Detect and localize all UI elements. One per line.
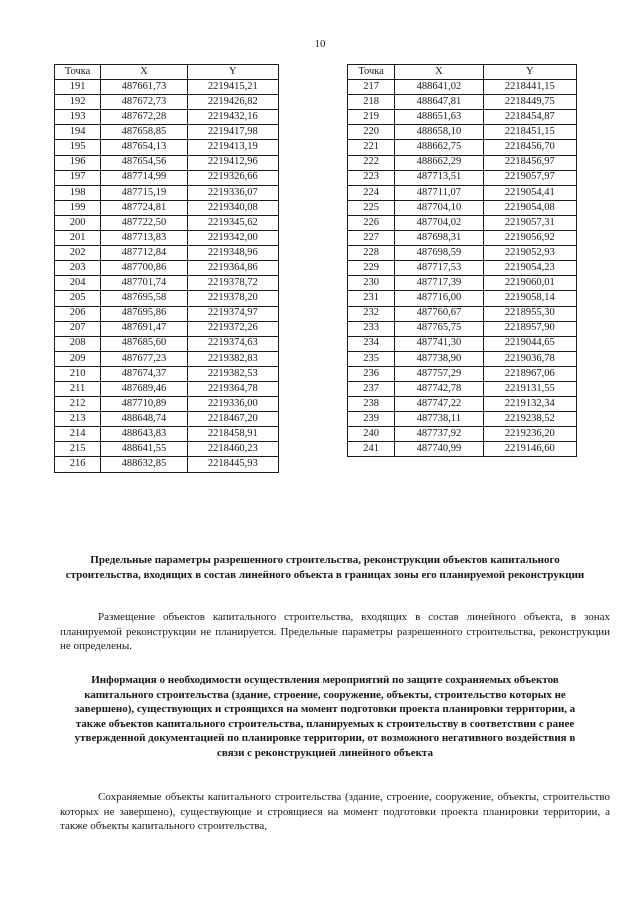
cell-x: 488643,83 — [101, 427, 187, 442]
cell-y: 2218456,97 — [483, 155, 576, 170]
cell-point: 213 — [55, 412, 101, 427]
cell-x: 487715,19 — [101, 185, 187, 200]
cell-y: 2219374,63 — [187, 336, 278, 351]
cell-point: 191 — [55, 80, 101, 95]
column-header-y: Y — [483, 65, 576, 80]
cell-x: 487713,51 — [395, 170, 483, 185]
table-row — [348, 321, 577, 336]
cell-x: 488651,63 — [395, 110, 483, 125]
cell-x: 487704,02 — [395, 215, 483, 230]
cell-x: 487695,86 — [101, 306, 187, 321]
cell-x: 487722,50 — [101, 215, 187, 230]
cell-y: 2219378,20 — [187, 291, 278, 306]
cell-y: 2219326,66 — [187, 170, 278, 185]
cell-x: 488662,75 — [395, 140, 483, 155]
cell-x: 487654,13 — [101, 140, 187, 155]
cell-y: 2219348,96 — [187, 246, 278, 261]
column-header-point: Точка — [348, 65, 395, 80]
section-paragraph-protection-measures: Сохраняемые объекты капитального строительства (здание, строение, сооружение, объекты, строительство которых не завершено), существующие и строящиеся на момент подготовки проекта планировки территории, а также объекты капитального строительства, — [60, 791, 610, 832]
cell-point: 218 — [348, 95, 395, 110]
coordinates-table-right — [347, 64, 577, 457]
table-row — [348, 185, 577, 200]
cell-y: 2219131,55 — [483, 381, 576, 396]
cell-point: 214 — [55, 427, 101, 442]
column-header-point: Точка — [55, 65, 101, 80]
cell-point: 235 — [348, 351, 395, 366]
cell-x: 487738,11 — [395, 412, 483, 427]
cell-x: 487713,83 — [101, 231, 187, 246]
table-row — [348, 351, 577, 366]
table-row — [348, 336, 577, 351]
cell-y: 2219412,96 — [187, 155, 278, 170]
cell-point: 193 — [55, 110, 101, 125]
cell-point: 216 — [55, 457, 101, 472]
table-row — [55, 427, 279, 442]
cell-y: 2219057,31 — [483, 215, 576, 230]
cell-y: 2219336,00 — [187, 397, 278, 412]
cell-y: 2219382,53 — [187, 366, 278, 381]
table-row — [55, 276, 279, 291]
table-row — [348, 442, 577, 457]
table-row — [55, 366, 279, 381]
cell-x: 487738,90 — [395, 351, 483, 366]
cell-point: 232 — [348, 306, 395, 321]
cell-y: 2218957,90 — [483, 321, 576, 336]
table-row — [348, 140, 577, 155]
cell-point: 206 — [55, 306, 101, 321]
table-row — [348, 215, 577, 230]
table-row — [348, 261, 577, 276]
cell-x: 487710,89 — [101, 397, 187, 412]
cell-point: 207 — [55, 321, 101, 336]
cell-point: 217 — [348, 80, 395, 95]
section-heading-construction-parameters: Предельные параметры разрешенного строительства, реконструкции объектов капитального строительства, входящих в состав линейного объекта в границах зоны его планируемой реконструкции — [65, 554, 585, 581]
table-row — [55, 457, 279, 472]
cell-x: 487658,85 — [101, 125, 187, 140]
cell-y: 2219238,52 — [483, 412, 576, 427]
cell-point: 229 — [348, 261, 395, 276]
cell-y: 2219052,93 — [483, 246, 576, 261]
cell-x: 487698,31 — [395, 231, 483, 246]
cell-y: 2219054,23 — [483, 261, 576, 276]
cell-y: 2219036,78 — [483, 351, 576, 366]
table-row — [348, 110, 577, 125]
cell-y: 2218451,15 — [483, 125, 576, 140]
table-row — [55, 397, 279, 412]
cell-x: 487704,10 — [395, 200, 483, 215]
cell-point: 194 — [55, 125, 101, 140]
cell-point: 204 — [55, 276, 101, 291]
cell-point: 201 — [55, 231, 101, 246]
section-paragraph-construction-parameters: Размещение объектов капитального строительства, входящих в состав линейного объекта, в зонах планируемой реконструкции не планируется. Предельные параметры разрешенного строительства, реконструкции не определены. — [60, 611, 610, 652]
cell-x: 487654,56 — [101, 155, 187, 170]
cell-x: 488658,10 — [395, 125, 483, 140]
column-header-x: X — [395, 65, 483, 80]
table-row — [348, 381, 577, 396]
cell-y: 2219415,21 — [187, 80, 278, 95]
cell-point: 219 — [348, 110, 395, 125]
cell-y: 2218454,87 — [483, 110, 576, 125]
cell-y: 2219432,16 — [187, 110, 278, 125]
coordinates-table-left — [54, 64, 279, 473]
cell-point: 225 — [348, 200, 395, 215]
cell-y: 2219417,98 — [187, 125, 278, 140]
table-row — [55, 412, 279, 427]
cell-y: 2218449,75 — [483, 95, 576, 110]
cell-x: 487701,74 — [101, 276, 187, 291]
cell-y: 2219364,86 — [187, 261, 278, 276]
cell-point: 231 — [348, 291, 395, 306]
table-row — [348, 427, 577, 442]
cell-y: 2219374,97 — [187, 306, 278, 321]
cell-x: 487716,00 — [395, 291, 483, 306]
cell-y: 2218445,93 — [187, 457, 278, 472]
cell-x: 488632,85 — [101, 457, 187, 472]
table-header-row — [55, 65, 279, 80]
table-row — [55, 95, 279, 110]
cell-y: 2218460,23 — [187, 442, 278, 457]
cell-x: 488647,81 — [395, 95, 483, 110]
cell-y: 2219054,41 — [483, 185, 576, 200]
table-row — [55, 321, 279, 336]
cell-y: 2219364,78 — [187, 381, 278, 396]
cell-x: 487685,60 — [101, 336, 187, 351]
table-row — [348, 397, 577, 412]
cell-point: 212 — [55, 397, 101, 412]
section-heading-protection-measures: Информация о необходимости осуществления мероприятий по защите сохраняемых объектов капитального строительства (здание, строение, сооружение, объекты, строительство которых не завершено), существующих и строящихся на момент подготовки проекта планировки территории, а также объектов капитального строительства, планируемых к строительству в соответствии с ранее утвержденной документацией по планировке территории, от возможного негативного воздействия в связи с реконструкцией линейного объекта — [74, 674, 576, 759]
cell-point: 227 — [348, 231, 395, 246]
cell-x: 487717,53 — [395, 261, 483, 276]
cell-x: 487714,99 — [101, 170, 187, 185]
table-row — [55, 80, 279, 95]
cell-point: 211 — [55, 381, 101, 396]
cell-y: 2219236,20 — [483, 427, 576, 442]
cell-x: 487695,58 — [101, 291, 187, 306]
table-row — [55, 200, 279, 215]
cell-x: 487677,23 — [101, 351, 187, 366]
cell-point: 238 — [348, 397, 395, 412]
table-row — [55, 185, 279, 200]
cell-point: 222 — [348, 155, 395, 170]
cell-point: 200 — [55, 215, 101, 230]
cell-y: 2219057,97 — [483, 170, 576, 185]
cell-x: 487698,59 — [395, 246, 483, 261]
cell-y: 2218456,70 — [483, 140, 576, 155]
cell-x: 487712,84 — [101, 246, 187, 261]
cell-point: 241 — [348, 442, 395, 457]
table-row — [55, 140, 279, 155]
cell-y: 2219426,82 — [187, 95, 278, 110]
page-number: 10 — [314, 38, 326, 50]
cell-x: 488662,29 — [395, 155, 483, 170]
cell-point: 220 — [348, 125, 395, 140]
table-row — [348, 80, 577, 95]
cell-point: 221 — [348, 140, 395, 155]
table-row — [348, 200, 577, 215]
table-row — [55, 336, 279, 351]
column-header-x: X — [101, 65, 187, 80]
cell-x: 487741,30 — [395, 336, 483, 351]
table-row — [55, 291, 279, 306]
cell-y: 2219372,26 — [187, 321, 278, 336]
cell-point: 208 — [55, 336, 101, 351]
table-row — [348, 291, 577, 306]
cell-x: 488641,55 — [101, 442, 187, 457]
cell-y: 2219336,07 — [187, 185, 278, 200]
cell-point: 199 — [55, 200, 101, 215]
table-row — [55, 125, 279, 140]
table-row — [55, 231, 279, 246]
table-row — [348, 155, 577, 170]
cell-x: 487765,75 — [395, 321, 483, 336]
cell-y: 2219044,65 — [483, 336, 576, 351]
cell-y: 2219056,92 — [483, 231, 576, 246]
cell-x: 487711,07 — [395, 185, 483, 200]
cell-y: 2219146,60 — [483, 442, 576, 457]
cell-point: 239 — [348, 412, 395, 427]
cell-point: 224 — [348, 185, 395, 200]
table-row — [348, 170, 577, 185]
table-row — [55, 306, 279, 321]
cell-y: 2219342,00 — [187, 231, 278, 246]
table-row — [55, 261, 279, 276]
table-row — [348, 412, 577, 427]
cell-point: 209 — [55, 351, 101, 366]
cell-point: 237 — [348, 381, 395, 396]
cell-x: 487724,81 — [101, 200, 187, 215]
cell-y: 2218967,06 — [483, 366, 576, 381]
cell-y: 2218458,91 — [187, 427, 278, 442]
cell-point: 210 — [55, 366, 101, 381]
cell-point: 226 — [348, 215, 395, 230]
cell-x: 487717,39 — [395, 276, 483, 291]
cell-point: 215 — [55, 442, 101, 457]
cell-point: 195 — [55, 140, 101, 155]
cell-x: 487760,67 — [395, 306, 483, 321]
cell-point: 234 — [348, 336, 395, 351]
cell-x: 487672,28 — [101, 110, 187, 125]
table-row — [55, 170, 279, 185]
cell-point: 230 — [348, 276, 395, 291]
cell-y: 2219345,62 — [187, 215, 278, 230]
cell-y: 2219132,34 — [483, 397, 576, 412]
cell-x: 487672,73 — [101, 95, 187, 110]
cell-x: 487689,46 — [101, 381, 187, 396]
cell-x: 487661,73 — [101, 80, 187, 95]
cell-x: 487742,78 — [395, 381, 483, 396]
table-row — [348, 366, 577, 381]
cell-y: 2219054,08 — [483, 200, 576, 215]
cell-point: 228 — [348, 246, 395, 261]
cell-x: 488648,74 — [101, 412, 187, 427]
cell-point: 192 — [55, 95, 101, 110]
cell-point: 223 — [348, 170, 395, 185]
table-row — [348, 306, 577, 321]
cell-x: 488641,02 — [395, 80, 483, 95]
table-row — [348, 246, 577, 261]
cell-y: 2218441,15 — [483, 80, 576, 95]
table-row — [348, 125, 577, 140]
cell-y: 2218467,20 — [187, 412, 278, 427]
cell-point: 203 — [55, 261, 101, 276]
table-row — [55, 110, 279, 125]
table-row — [348, 95, 577, 110]
cell-point: 205 — [55, 291, 101, 306]
cell-point: 202 — [55, 246, 101, 261]
column-header-y: Y — [187, 65, 278, 80]
cell-point: 240 — [348, 427, 395, 442]
cell-point: 233 — [348, 321, 395, 336]
cell-x: 487700,86 — [101, 261, 187, 276]
cell-x: 487747,22 — [395, 397, 483, 412]
cell-x: 487691,47 — [101, 321, 187, 336]
table-row — [55, 246, 279, 261]
cell-x: 487737,92 — [395, 427, 483, 442]
cell-y: 2219058,14 — [483, 291, 576, 306]
cell-point: 236 — [348, 366, 395, 381]
cell-y: 2219413,19 — [187, 140, 278, 155]
cell-point: 196 — [55, 155, 101, 170]
table-row — [348, 231, 577, 246]
cell-x: 487757,29 — [395, 366, 483, 381]
table-row — [55, 381, 279, 396]
table-row — [55, 351, 279, 366]
table-row — [55, 155, 279, 170]
cell-y: 2219378,72 — [187, 276, 278, 291]
cell-y: 2219340,08 — [187, 200, 278, 215]
table-row — [55, 215, 279, 230]
table-row — [55, 442, 279, 457]
cell-point: 198 — [55, 185, 101, 200]
cell-x: 487674,37 — [101, 366, 187, 381]
cell-y: 2218955,30 — [483, 306, 576, 321]
table-header-row — [348, 65, 577, 80]
cell-y: 2219382,83 — [187, 351, 278, 366]
cell-point: 197 — [55, 170, 101, 185]
cell-x: 487740,99 — [395, 442, 483, 457]
cell-y: 2219060,01 — [483, 276, 576, 291]
table-row — [348, 276, 577, 291]
